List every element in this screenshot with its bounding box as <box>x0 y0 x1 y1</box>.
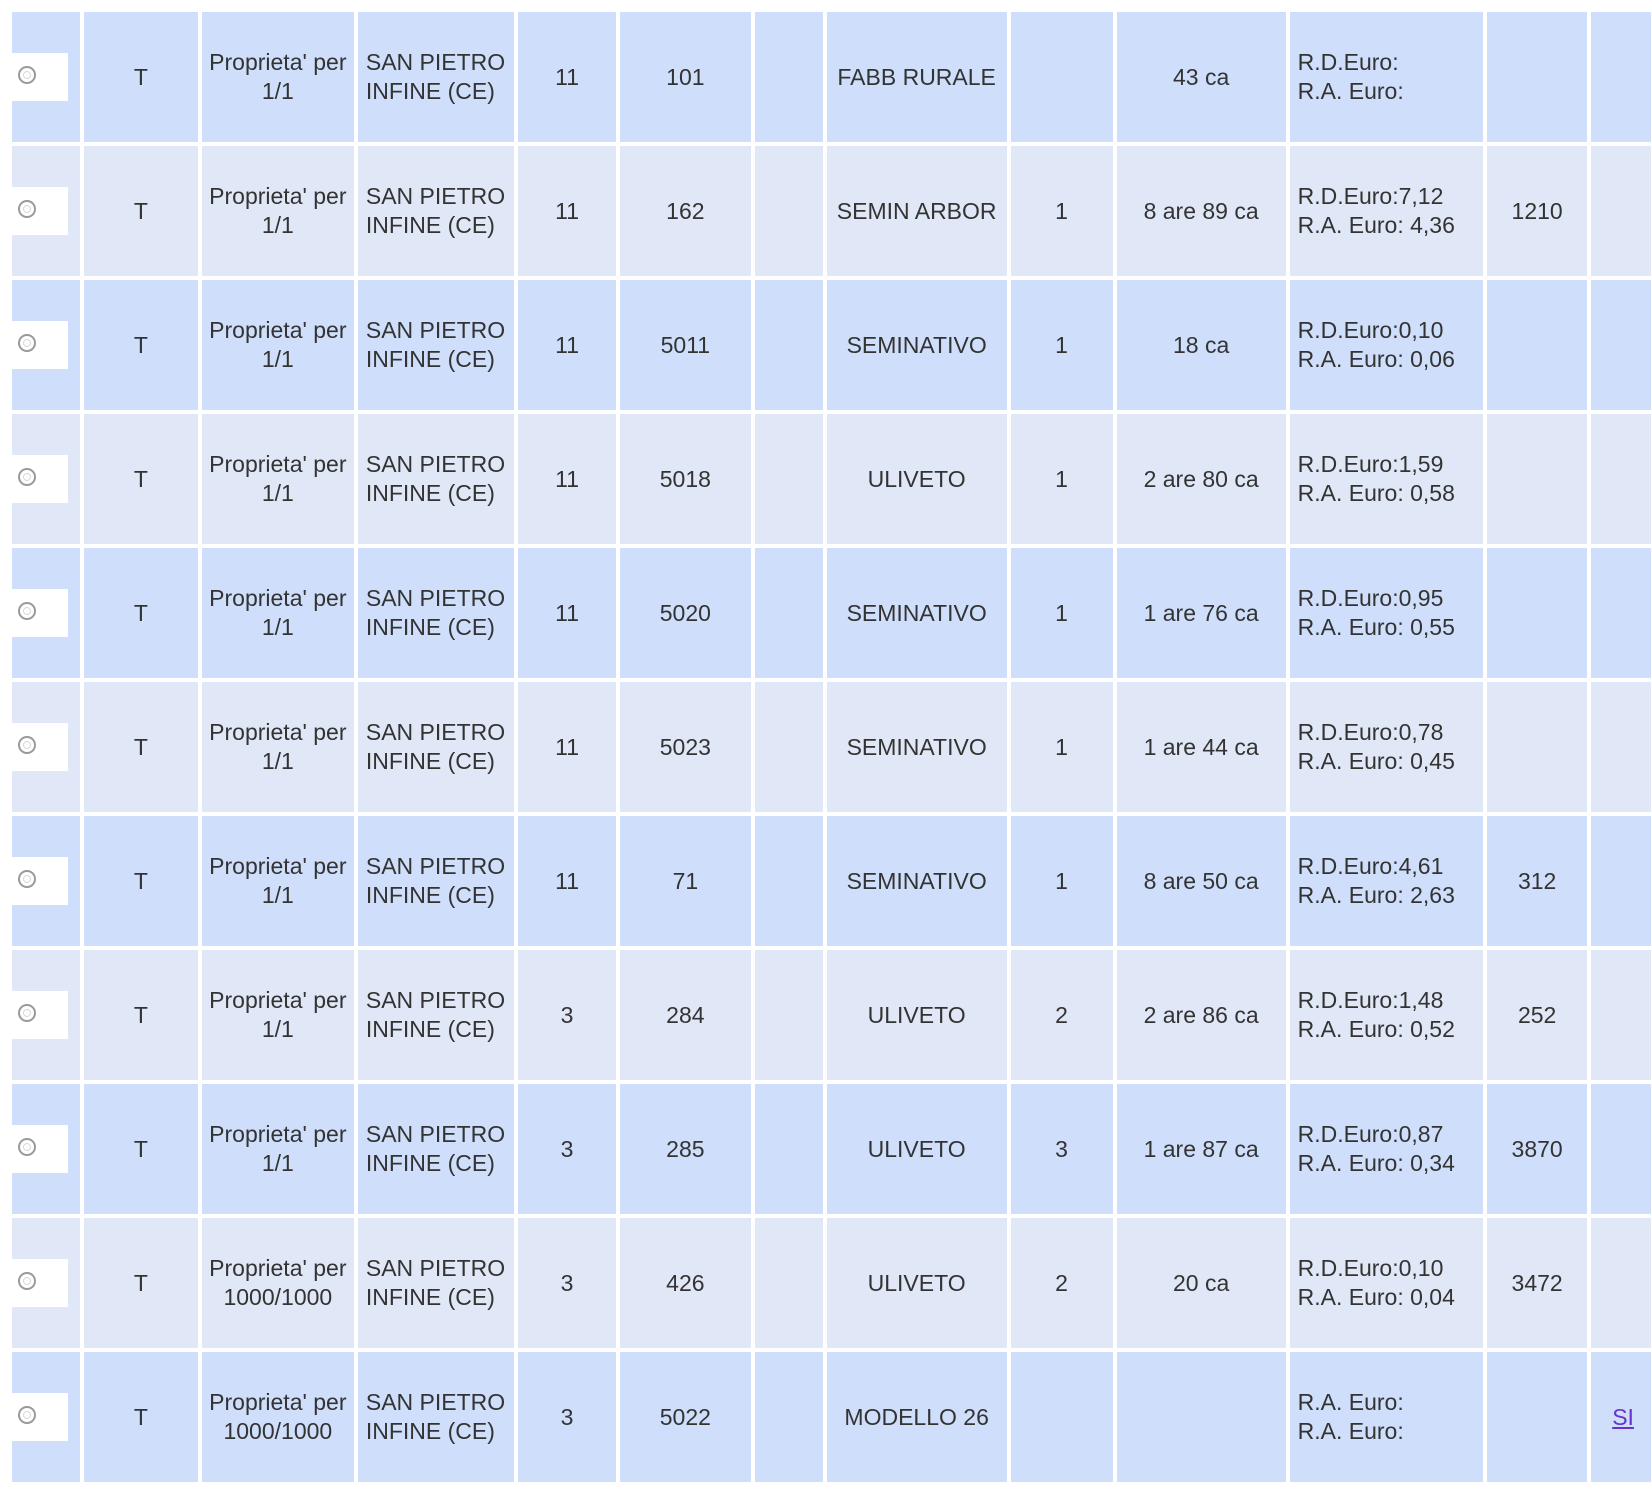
tipo-cell <box>84 280 198 410</box>
reddito-agrario: R.A. Euro: 2,63 <box>1297 882 1455 908</box>
partita-cell <box>1487 950 1587 1080</box>
tipo-cell <box>84 950 198 1080</box>
tipo-value: T <box>133 1269 148 1296</box>
tipo-value: T <box>133 733 148 760</box>
link-cell <box>1591 816 1651 946</box>
link-cell <box>1591 1218 1651 1348</box>
qualita-cell <box>827 816 1007 946</box>
reddito-dominicale: R.D.Euro:4,61 <box>1297 853 1444 879</box>
reddito-agrario: R.A. Euro: <box>1297 78 1404 104</box>
row-select-radio[interactable] <box>12 857 68 905</box>
link-cell <box>1591 548 1651 678</box>
table-row <box>12 950 1651 1080</box>
classe-value: 1 <box>1055 331 1068 358</box>
table-row <box>12 414 1651 544</box>
diritto-value: Proprieta' per 1/1 <box>209 1121 347 1176</box>
classe-cell <box>1011 146 1113 276</box>
diritto-cell <box>202 548 354 678</box>
qualita-cell <box>827 414 1007 544</box>
particella-value: 284 <box>666 1001 705 1028</box>
select-cell[interactable] <box>12 950 80 1080</box>
particella-cell <box>620 1218 751 1348</box>
comune-cell <box>358 1352 514 1482</box>
classe-cell <box>1011 280 1113 410</box>
superficie-cell <box>1117 280 1286 410</box>
row-select-radio[interactable] <box>12 455 68 503</box>
sub-cell <box>755 682 823 812</box>
reddito-agrario: R.A. Euro: 0,45 <box>1297 748 1455 774</box>
comune-value: SAN PIETRO INFINE (CE) <box>365 451 506 506</box>
tipo-value: T <box>133 1135 148 1162</box>
diritto-cell <box>202 146 354 276</box>
superficie-value: 18 ca <box>1172 331 1230 358</box>
comune-cell <box>358 1084 514 1214</box>
partita-cell <box>1487 146 1587 276</box>
partita-value: 1210 <box>1511 197 1563 224</box>
superficie-value: 2 are 80 ca <box>1143 465 1259 492</box>
qualita-value: ULIVETO <box>867 1135 966 1162</box>
select-cell[interactable] <box>12 548 80 678</box>
link-cell <box>1591 280 1651 410</box>
redditi-cell <box>1290 280 1484 410</box>
particella-cell <box>620 280 751 410</box>
select-cell[interactable] <box>12 280 80 410</box>
diritto-value: Proprieta' per 1000/1000 <box>209 1389 347 1444</box>
redditi-cell <box>1290 1084 1484 1214</box>
classe-value: 1 <box>1055 867 1068 894</box>
table-row <box>12 682 1651 812</box>
superficie-value: 8 are 50 ca <box>1143 867 1259 894</box>
qualita-value: FABB RURALE <box>837 63 996 90</box>
reddito-dominicale: R.D.Euro:1,59 <box>1297 451 1444 477</box>
diritto-value: Proprieta' per 1/1 <box>209 183 347 238</box>
classe-cell <box>1011 816 1113 946</box>
comune-value: SAN PIETRO INFINE (CE) <box>365 1389 506 1444</box>
reddito-agrario: R.A. Euro: 4,36 <box>1297 212 1455 238</box>
link-cell <box>1591 414 1651 544</box>
qualita-value: SEMINATIVO <box>846 867 987 894</box>
qualita-cell <box>827 1352 1007 1482</box>
tipo-cell <box>84 1084 198 1214</box>
sub-cell <box>755 414 823 544</box>
particella-cell <box>620 682 751 812</box>
reddito-agrario: R.A. Euro: 0,04 <box>1297 1284 1455 1310</box>
table-row <box>12 816 1651 946</box>
diritto-cell <box>202 12 354 142</box>
qualita-cell <box>827 548 1007 678</box>
redditi-cell <box>1290 12 1484 142</box>
comune-value: SAN PIETRO INFINE (CE) <box>365 49 506 104</box>
parcels-table <box>8 8 1651 1486</box>
particella-value: 5023 <box>659 733 711 760</box>
classe-cell <box>1011 682 1113 812</box>
si-link[interactable]: SI <box>1612 1403 1634 1430</box>
superficie-value: 1 are 87 ca <box>1143 1135 1259 1162</box>
foglio-value: 11 <box>555 63 579 90</box>
foglio-cell <box>518 1218 616 1348</box>
particella-value: 71 <box>672 867 699 894</box>
foglio-cell <box>518 12 616 142</box>
comune-cell <box>358 682 514 812</box>
sub-cell <box>755 1352 823 1482</box>
tipo-value: T <box>133 867 148 894</box>
reddito-dominicale: R.D.Euro:1,48 <box>1297 987 1444 1013</box>
particella-cell <box>620 548 751 678</box>
foglio-cell <box>518 1084 616 1214</box>
row-select-radio[interactable] <box>12 53 68 101</box>
partita-cell <box>1487 280 1587 410</box>
tipo-value: T <box>133 1001 148 1028</box>
tipo-cell <box>84 12 198 142</box>
comune-cell <box>358 1218 514 1348</box>
link-cell <box>1591 950 1651 1080</box>
radio-circle-icon[interactable] <box>18 334 36 352</box>
superficie-cell <box>1117 146 1286 276</box>
qualita-cell <box>827 950 1007 1080</box>
comune-cell <box>358 280 514 410</box>
foglio-cell <box>518 146 616 276</box>
table-row <box>12 1084 1651 1214</box>
partita-cell <box>1487 1352 1587 1482</box>
redditi-cell <box>1290 414 1484 544</box>
radio-circle-icon[interactable] <box>18 602 36 620</box>
sub-cell <box>755 548 823 678</box>
particella-cell <box>620 414 751 544</box>
sub-cell <box>755 12 823 142</box>
comune-value: SAN PIETRO INFINE (CE) <box>365 317 506 372</box>
tipo-value: T <box>133 599 148 626</box>
superficie-cell <box>1117 12 1286 142</box>
superficie-value: 1 are 44 ca <box>1143 733 1259 760</box>
reddito-dominicale: R.D.Euro:0,95 <box>1297 585 1444 611</box>
radio-circle-icon[interactable] <box>18 1272 36 1290</box>
qualita-cell <box>827 280 1007 410</box>
classe-value: 2 <box>1055 1269 1068 1296</box>
redditi-cell <box>1290 816 1484 946</box>
row-select-radio[interactable] <box>12 1393 68 1441</box>
redditi-cell <box>1290 1218 1484 1348</box>
classe-cell <box>1011 950 1113 1080</box>
diritto-value: Proprieta' per 1/1 <box>209 719 347 774</box>
tipo-value: T <box>133 63 148 90</box>
radio-circle-icon[interactable] <box>18 1138 36 1156</box>
link-cell <box>1591 1352 1651 1482</box>
tipo-value: T <box>133 331 148 358</box>
qualita-value: SEMINATIVO <box>846 733 987 760</box>
superficie-cell <box>1117 816 1286 946</box>
diritto-value: Proprieta' per 1/1 <box>209 585 347 640</box>
radio-circle-icon[interactable] <box>18 66 36 84</box>
select-cell[interactable] <box>12 146 80 276</box>
radio-circle-icon[interactable] <box>18 200 36 218</box>
partita-value: 3870 <box>1511 1135 1563 1162</box>
reddito-dominicale: R.D.Euro:0,78 <box>1297 719 1444 745</box>
comune-cell <box>358 12 514 142</box>
sub-cell <box>755 280 823 410</box>
partita-cell <box>1487 548 1587 678</box>
reddito-agrario: R.A. Euro: 0,58 <box>1297 480 1455 506</box>
comune-value: SAN PIETRO INFINE (CE) <box>365 719 506 774</box>
diritto-value: Proprieta' per 1/1 <box>209 317 347 372</box>
superficie-cell <box>1117 1352 1286 1482</box>
row-select-radio[interactable] <box>12 321 68 369</box>
qualita-cell <box>827 146 1007 276</box>
superficie-cell <box>1117 682 1286 812</box>
classe-value: 1 <box>1055 733 1068 760</box>
tipo-cell <box>84 1218 198 1348</box>
classe-value: 1 <box>1055 197 1068 224</box>
select-cell[interactable] <box>12 1218 80 1348</box>
foglio-value: 11 <box>555 733 579 760</box>
radio-circle-icon[interactable] <box>18 870 36 888</box>
tipo-cell <box>84 414 198 544</box>
link-cell <box>1591 12 1651 142</box>
qualita-value: SEMINATIVO <box>846 599 987 626</box>
foglio-cell <box>518 816 616 946</box>
diritto-value: Proprieta' per 1/1 <box>209 853 347 908</box>
table-row <box>12 1352 1651 1482</box>
reddito-agrario: R.A. Euro: 0,55 <box>1297 614 1455 640</box>
classe-cell <box>1011 548 1113 678</box>
particella-value: 5020 <box>659 599 711 626</box>
particella-cell <box>620 816 751 946</box>
foglio-value: 11 <box>555 599 579 626</box>
qualita-value: SEMINATIVO <box>846 331 987 358</box>
radio-circle-icon[interactable] <box>18 1406 36 1424</box>
link-cell <box>1591 146 1651 276</box>
sub-cell <box>755 816 823 946</box>
select-cell[interactable] <box>12 682 80 812</box>
reddito-dominicale: R.A. Euro: <box>1297 1389 1404 1415</box>
particella-value: 101 <box>666 63 705 90</box>
particella-value: 285 <box>666 1135 705 1162</box>
partita-cell <box>1487 414 1587 544</box>
partita-value: 252 <box>1517 1001 1557 1028</box>
table-row <box>12 548 1651 678</box>
table-row <box>12 1218 1651 1348</box>
partita-cell <box>1487 1218 1587 1348</box>
superficie-cell <box>1117 548 1286 678</box>
redditi-cell <box>1290 1352 1484 1482</box>
foglio-value: 11 <box>555 331 579 358</box>
radio-circle-icon[interactable] <box>18 468 36 486</box>
foglio-value: 11 <box>555 867 579 894</box>
comune-cell <box>358 548 514 678</box>
superficie-cell <box>1117 414 1286 544</box>
tipo-cell <box>84 816 198 946</box>
diritto-cell <box>202 414 354 544</box>
foglio-cell <box>518 414 616 544</box>
comune-value: SAN PIETRO INFINE (CE) <box>365 853 506 908</box>
classe-cell <box>1011 1218 1113 1348</box>
superficie-value: 20 ca <box>1172 1269 1230 1296</box>
classe-value: 1 <box>1055 599 1068 626</box>
comune-value: SAN PIETRO INFINE (CE) <box>365 1121 506 1176</box>
sub-cell <box>755 1084 823 1214</box>
qualita-value: MODELLO 26 <box>844 1403 989 1430</box>
particella-cell <box>620 12 751 142</box>
redditi-cell <box>1290 146 1484 276</box>
comune-value: SAN PIETRO INFINE (CE) <box>365 183 506 238</box>
particella-value: 426 <box>666 1269 705 1296</box>
reddito-agrario: R.A. Euro: <box>1297 1418 1404 1444</box>
reddito-dominicale: R.D.Euro:0,10 <box>1297 317 1444 343</box>
sub-cell <box>755 146 823 276</box>
particella-value: 5011 <box>660 331 711 358</box>
diritto-value: Proprieta' per 1/1 <box>209 49 347 104</box>
table-row <box>12 280 1651 410</box>
comune-cell <box>358 414 514 544</box>
diritto-value: Proprieta' per 1/1 <box>209 987 347 1042</box>
particella-value: 5022 <box>659 1403 711 1430</box>
comune-value: SAN PIETRO INFINE (CE) <box>365 585 506 640</box>
classe-value: 2 <box>1055 1001 1068 1028</box>
particella-cell <box>620 1352 751 1482</box>
particella-value: 5018 <box>659 465 711 492</box>
select-cell[interactable] <box>12 12 80 142</box>
classe-cell <box>1011 1352 1113 1482</box>
reddito-agrario: R.A. Euro: 0,06 <box>1297 346 1455 372</box>
qualita-value: ULIVETO <box>867 1001 966 1028</box>
particella-cell <box>620 950 751 1080</box>
superficie-cell <box>1117 1084 1286 1214</box>
classe-cell <box>1011 414 1113 544</box>
particella-cell <box>620 146 751 276</box>
partita-value: 3472 <box>1511 1269 1563 1296</box>
classe-value: 1 <box>1055 465 1068 492</box>
qualita-cell <box>827 682 1007 812</box>
foglio-value: 3 <box>560 1135 574 1162</box>
row-select-radio[interactable] <box>12 991 68 1039</box>
diritto-value: Proprieta' per 1/1 <box>209 451 347 506</box>
comune-value: SAN PIETRO INFINE (CE) <box>365 1255 506 1310</box>
comune-cell <box>358 950 514 1080</box>
link-cell <box>1591 1084 1651 1214</box>
foglio-value: 3 <box>560 1001 574 1028</box>
partita-cell <box>1487 1084 1587 1214</box>
foglio-cell <box>518 1352 616 1482</box>
tipo-value: T <box>133 1403 148 1430</box>
classe-cell <box>1011 1084 1113 1214</box>
tipo-value: T <box>133 465 148 492</box>
diritto-cell <box>202 1352 354 1482</box>
diritto-cell <box>202 1084 354 1214</box>
diritto-cell <box>202 682 354 812</box>
comune-value: SAN PIETRO INFINE (CE) <box>365 987 506 1042</box>
foglio-cell <box>518 950 616 1080</box>
superficie-value: 8 are 89 ca <box>1143 197 1259 224</box>
select-cell[interactable] <box>12 414 80 544</box>
tipo-cell <box>84 682 198 812</box>
foglio-value: 3 <box>560 1269 574 1296</box>
select-cell[interactable] <box>12 1352 80 1482</box>
superficie-value: 2 are 86 ca <box>1143 1001 1259 1028</box>
tipo-cell <box>84 146 198 276</box>
partita-cell <box>1487 816 1587 946</box>
diritto-value: Proprieta' per 1000/1000 <box>209 1255 347 1310</box>
diritto-cell <box>202 950 354 1080</box>
row-select-radio[interactable] <box>12 1259 68 1307</box>
qualita-cell <box>827 1084 1007 1214</box>
foglio-value: 11 <box>555 197 579 224</box>
radio-circle-icon[interactable] <box>18 1004 36 1022</box>
reddito-dominicale: R.D.Euro: <box>1297 49 1399 75</box>
classe-cell <box>1011 12 1113 142</box>
partita-value: 312 <box>1517 867 1557 894</box>
qualita-cell <box>827 1218 1007 1348</box>
superficie-value: 43 ca <box>1172 63 1230 90</box>
superficie-cell <box>1117 950 1286 1080</box>
tipo-cell <box>84 548 198 678</box>
diritto-cell <box>202 1218 354 1348</box>
diritto-cell <box>202 280 354 410</box>
partita-cell <box>1487 12 1587 142</box>
reddito-agrario: R.A. Euro: 0,52 <box>1297 1016 1455 1042</box>
sub-cell <box>755 1218 823 1348</box>
reddito-dominicale: R.D.Euro:7,12 <box>1297 183 1444 209</box>
redditi-cell <box>1290 548 1484 678</box>
radio-circle-icon[interactable] <box>18 736 36 754</box>
qualita-cell <box>827 12 1007 142</box>
comune-cell <box>358 146 514 276</box>
reddito-agrario: R.A. Euro: 0,34 <box>1297 1150 1455 1176</box>
row-select-radio[interactable] <box>12 1125 68 1173</box>
redditi-cell <box>1290 682 1484 812</box>
row-select-radio[interactable] <box>12 187 68 235</box>
superficie-cell <box>1117 1218 1286 1348</box>
comune-cell <box>358 816 514 946</box>
qualita-value: ULIVETO <box>867 465 966 492</box>
diritto-cell <box>202 816 354 946</box>
table-row <box>12 12 1651 142</box>
foglio-cell <box>518 280 616 410</box>
redditi-cell <box>1290 950 1484 1080</box>
foglio-cell <box>518 548 616 678</box>
link-cell <box>1591 682 1651 812</box>
select-cell[interactable] <box>12 1084 80 1214</box>
qualita-value: ULIVETO <box>867 1269 966 1296</box>
select-cell[interactable] <box>12 816 80 946</box>
classe-value: 3 <box>1055 1135 1068 1162</box>
foglio-value: 3 <box>560 1403 574 1430</box>
tipo-value: T <box>133 197 148 224</box>
reddito-dominicale: R.D.Euro:0,87 <box>1297 1121 1444 1147</box>
foglio-value: 11 <box>555 465 579 492</box>
row-select-radio[interactable] <box>12 723 68 771</box>
row-select-radio[interactable] <box>12 589 68 637</box>
particella-value: 162 <box>666 197 705 224</box>
foglio-cell <box>518 682 616 812</box>
superficie-value: 1 are 76 ca <box>1143 599 1259 626</box>
tipo-cell <box>84 1352 198 1482</box>
partita-cell <box>1487 682 1587 812</box>
table-body <box>12 12 1651 1482</box>
reddito-dominicale: R.D.Euro:0,10 <box>1297 1255 1444 1281</box>
particella-cell <box>620 1084 751 1214</box>
table-row <box>12 146 1651 276</box>
qualita-value: SEMIN ARBOR <box>836 197 997 224</box>
sub-cell <box>755 950 823 1080</box>
